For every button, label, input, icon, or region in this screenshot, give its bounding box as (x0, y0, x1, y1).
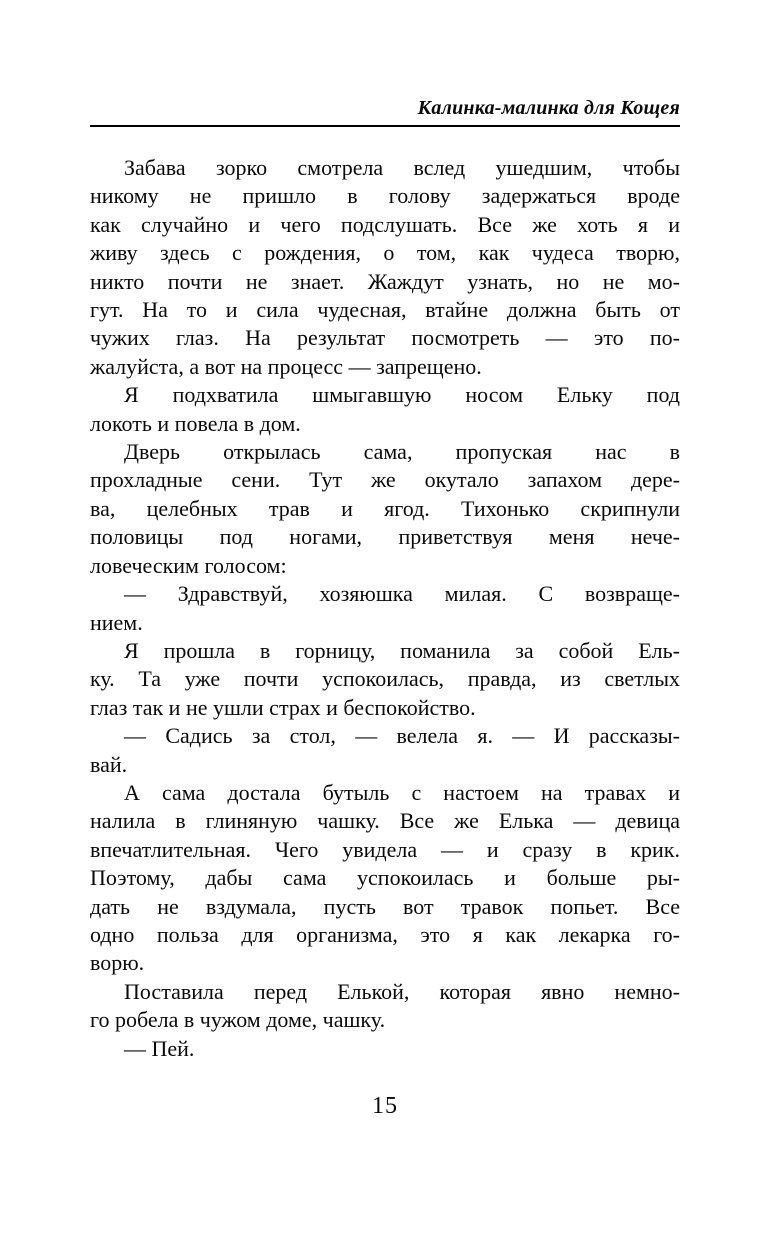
running-head-title: Калинка-малинка для Кощея (417, 97, 680, 119)
text-line: Я подхватила шмыгавшую носом Ельку под (124, 382, 680, 408)
text-line: Я прошла в горницу, поманила за собой Ель- (124, 637, 680, 663)
text-line: глаз так и не ушли страх и беспокойство. (90, 694, 476, 720)
paragraph (90, 381, 680, 438)
text-line: Поставила перед Елькой, которая явно немно- (124, 978, 680, 1004)
text-line: ловеческим голосом: (90, 552, 287, 578)
text-line: чужих глаз. На результат посмотреть — это по- (90, 325, 680, 351)
text-line: жалуйста, а вот на процесс — запрещено. (90, 353, 482, 379)
text-line: как случайно и чего подслушать. Все же хоть я и (90, 211, 680, 237)
text-line: Поэтому, дабы сама успокоилась и больше ры- (90, 865, 680, 891)
text-line: налила в глиняную чашку. Все же Елька — девица (90, 808, 680, 834)
text-block (90, 154, 680, 1063)
text-line: никто почти не знает. Жаждут узнать, но не мо- (90, 268, 680, 294)
paragraph (90, 1035, 680, 1063)
text-line: Забава зорко смотрела вслед ушедшим, чтобы (124, 155, 680, 180)
text-line: ку. Та уже почти успокоилась, правда, из светлых (90, 666, 680, 692)
page-number: 15 (372, 1093, 398, 1119)
text-line: дать не вздумала, пусть вот травок попьет. Все (90, 893, 680, 919)
text-line: гут. На то и сила чудесная, втайне должна быть от (90, 297, 680, 323)
text-line: Дверь открылась сама, пропуская нас в (124, 439, 680, 465)
text-line: го робела в чужом доме, чашку. (90, 1007, 386, 1033)
text-line: вай. (90, 751, 128, 777)
paragraph (90, 637, 680, 722)
text-line: никому не пришло в голову задержаться вроде (90, 183, 680, 209)
text-line: прохладные сени. Тут же окутало запахом дере- (90, 467, 680, 493)
text-line: — Пей. (124, 1035, 195, 1061)
text-line: — Здравствуй, хозяюшка милая. С возвраще- (124, 581, 680, 607)
header-rule (90, 125, 680, 127)
text-line: — Садись за стол, — велела я. — И рассказы- (124, 723, 680, 749)
paragraph (90, 580, 680, 637)
text-line: половицы под ногами, приветствуя меня нече- (90, 524, 680, 550)
text-line: живу здесь с рождения, о том, как чудеса творю, (90, 240, 680, 266)
paragraph (90, 722, 680, 779)
text-line: ва, целебных трав и ягод. Тихонько скрипнули (90, 495, 680, 521)
text-line: ворю. (90, 950, 145, 976)
paragraph (90, 978, 680, 1035)
text-line: одно польза для организма, это я как лекарка го- (90, 921, 680, 947)
paragraph (90, 779, 680, 978)
page-header (90, 96, 680, 127)
text-line: локоть и повела в дом. (90, 410, 301, 436)
paragraph (90, 438, 680, 580)
text-line: впечатлительная. Чего увидела — и сразу в крик. (90, 836, 680, 862)
text-line: А сама достала бутыль с настоем на травах и (124, 779, 680, 805)
text-line: нием. (90, 609, 143, 635)
paragraph (90, 154, 680, 381)
